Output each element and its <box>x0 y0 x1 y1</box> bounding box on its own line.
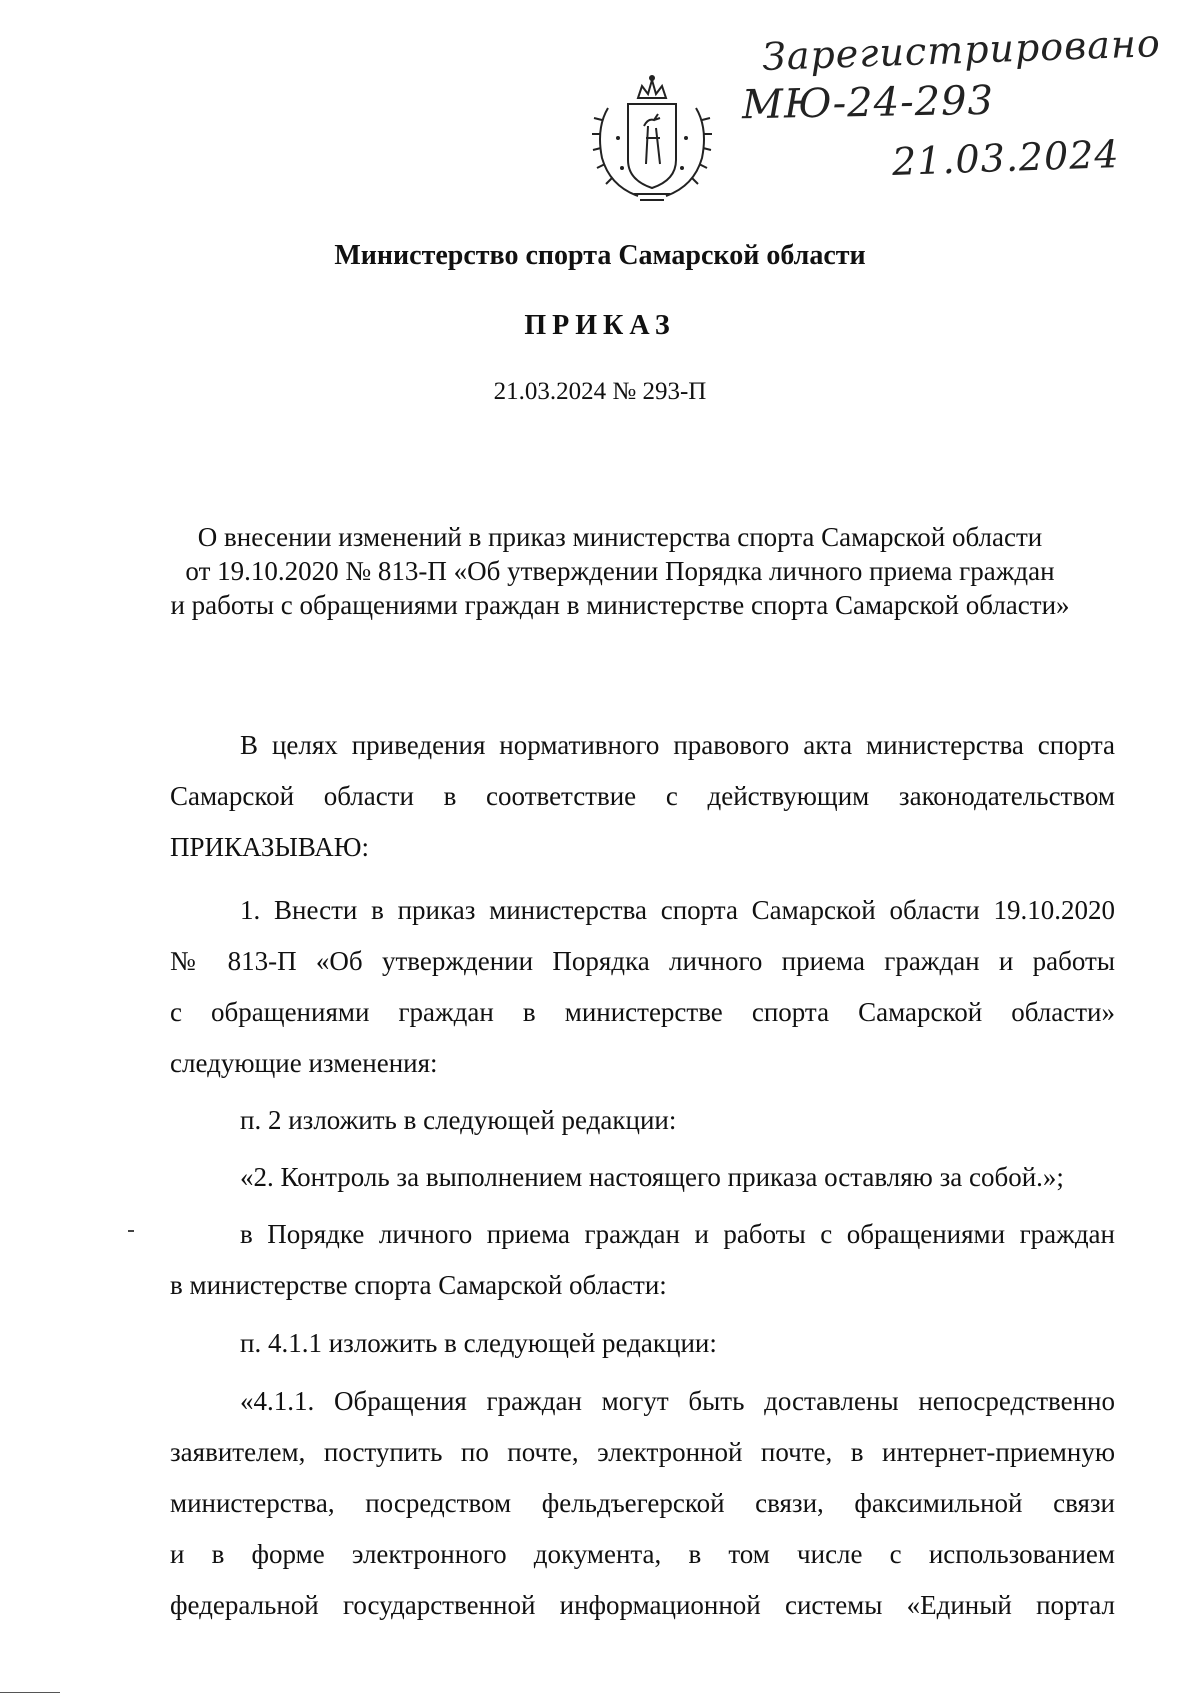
subject-line: и работы с обращениями граждан в министерстве спорта Самарской области» <box>170 590 1070 620</box>
handwritten-registered-label: Зарегистрировано <box>761 21 1162 79</box>
handwritten-registration-date: 21.03.2024 <box>891 132 1121 184</box>
body-text-line: «2. Контроль за выполнением настоящего приказа оставляю за собой.»; <box>240 1162 1064 1192</box>
body-text-line: 1. Внести в приказ министерства спорта Самарской области 19.10.2020 <box>240 895 1115 925</box>
page-edge-rule <box>0 1692 60 1693</box>
body-text-line: федеральной государственной информационной системы «Единый портал <box>170 1590 1115 1620</box>
body-text-line: следующие изменения: <box>170 1048 438 1078</box>
order-date-number: 21.03.2024 № 293-П <box>493 378 707 405</box>
body-text-line: № 813-П «Об утверждении Порядка личного приема граждан и работы <box>170 946 1115 976</box>
order-subject <box>150 520 1090 622</box>
body-text-line: заявителем, поступить по почте, электронной почте, в интернет-приемную <box>170 1437 1115 1467</box>
body-text-line: «4.1.1. Обращения граждан могут быть доставлены непосредственно <box>240 1386 1115 1416</box>
subject-line: О внесении изменений в приказ министерства спорта Самарской области <box>197 522 1043 552</box>
body-text-line: в Порядке личного приема граждан и работы с обращениями граждан <box>240 1219 1115 1249</box>
ministry-name: Министерство спорта Самарской области <box>334 240 866 271</box>
scan-speck <box>128 1230 134 1232</box>
body-text-line: и в форме электронного документа, в том числе с использованием <box>170 1539 1115 1569</box>
registration-handwritten-note <box>742 18 1162 188</box>
handwritten-registration-number: МЮ-24-293 <box>741 77 995 129</box>
body-text-line: п. 4.1.1 изложить в следующей редакции: <box>240 1328 717 1358</box>
body-text-line: п. 2 изложить в следующей редакции: <box>240 1105 677 1135</box>
body-text-line: министерства, посредством фельдъегерской связи, факсимильной связи <box>170 1488 1115 1518</box>
subject-line: от 19.10.2020 № 813-П «Об утверждении Порядка личного приема граждан <box>185 556 1055 586</box>
body-text-line: в министерстве спорта Самарской области: <box>170 1270 667 1300</box>
body-text-line: Самарской области в соответствие с действующим законодательством <box>170 781 1115 811</box>
document-title: ПРИКАЗ <box>524 310 676 341</box>
body-text-line: с обращениями граждан в министерстве спорта Самарской области» <box>170 997 1115 1027</box>
body-text-line: В целях приведения нормативного правового акта министерства спорта <box>240 730 1115 760</box>
body-text-line: ПРИКАЗЫВАЮ: <box>170 832 369 862</box>
samara-coat-of-arms-emblem <box>588 68 716 208</box>
